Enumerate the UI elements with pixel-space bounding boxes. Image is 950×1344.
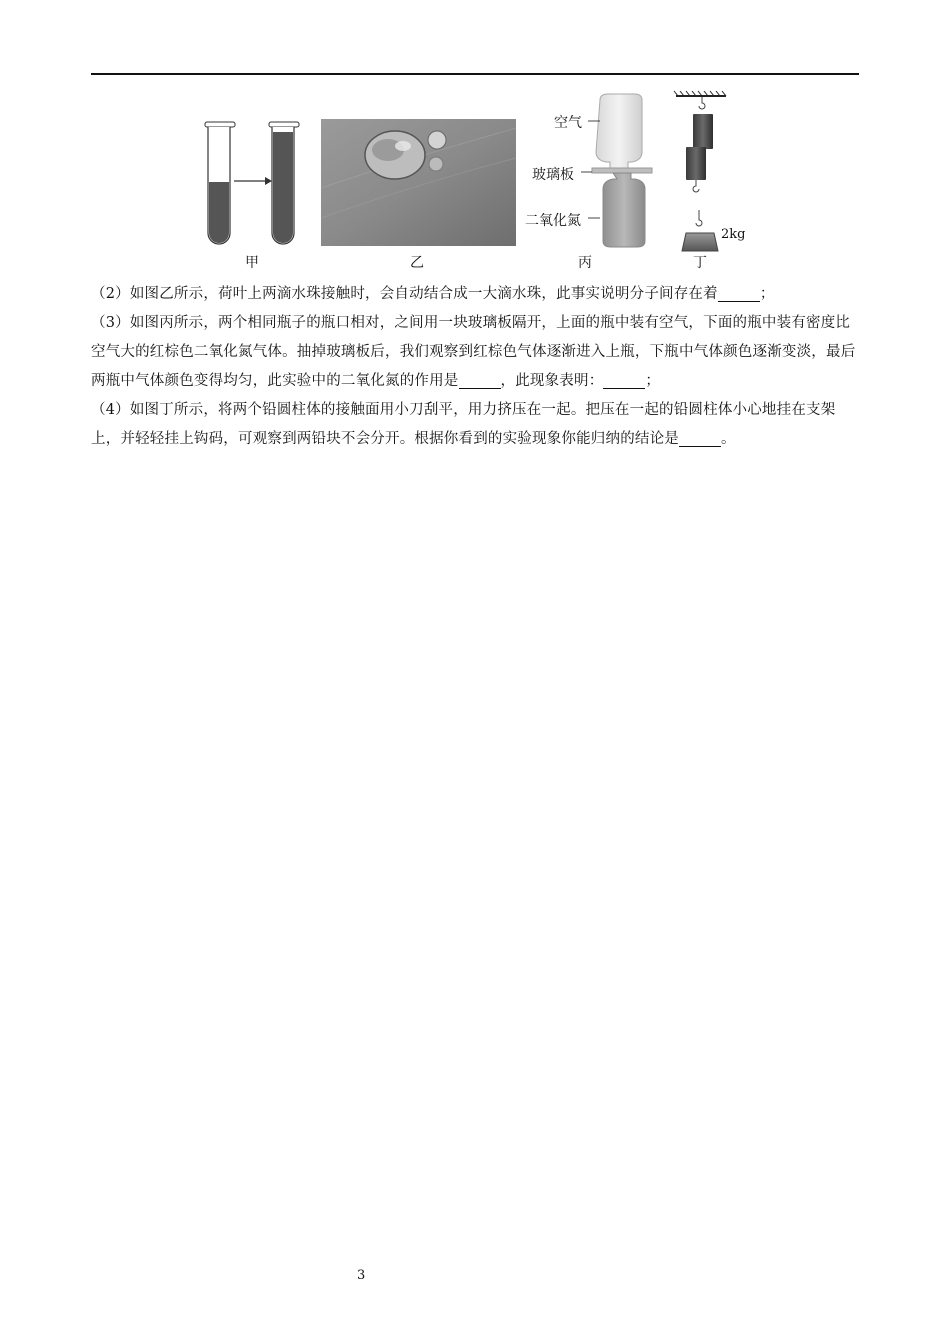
header-rule <box>91 73 859 75</box>
answer-blank[interactable] <box>718 287 760 302</box>
label-air: 空气 <box>554 115 582 131</box>
test-tube-right <box>269 122 299 244</box>
lead-block-bottom <box>686 147 706 180</box>
caption-yi: 乙 <box>410 255 424 271</box>
question-4-text: （4）如图丁所示，将两个铅圆柱体的接触面用小刀刮平，用力挤压在一起。把压在一起的铅圆柱体小心地挂在支架上，并轻轻挂上钩码，可观察到两铅块不会分开。根据你看到的实验现象你能归纳的结论是 <box>91 402 836 447</box>
label-no2: 二氧化氮 <box>525 213 581 229</box>
question-text <box>91 280 861 454</box>
question-3-text: （3）如图丙所示，两个相同瓶子的瓶口相对，之间用一块玻璃板隔开，上面的瓶中装有空气，下面的瓶中装有密度比空气大的红棕色二氧化氮气体。抽掉玻璃板后，我们观察到红棕色气体逐渐进入上瓶，下瓶中气体颜色逐渐变淡，最后两瓶中气体颜色变得均匀，此实验中的二氧化氮的作用是 <box>91 315 856 389</box>
question-3-mid: ，此现象表明： <box>500 373 604 389</box>
answer-blank[interactable] <box>679 432 721 447</box>
page-number: 3 <box>357 1268 366 1283</box>
glass-plate <box>592 168 652 173</box>
weight-2kg <box>682 233 718 251</box>
lead-block-top <box>693 114 713 149</box>
caption-jia: 甲 <box>245 255 259 271</box>
figure-drawings <box>190 88 770 273</box>
question-3 <box>91 309 861 396</box>
caption-ding: 丁 <box>693 255 707 271</box>
caption-bing: 丙 <box>578 255 592 271</box>
bottle-air <box>596 94 642 168</box>
answer-blank[interactable] <box>603 374 645 389</box>
bottle-no2 <box>603 173 645 247</box>
question-4-end: 。 <box>721 431 736 447</box>
answer-blank[interactable] <box>459 374 501 389</box>
label-glass-plate: 玻璃板 <box>532 167 574 183</box>
question-4 <box>91 396 861 454</box>
test-tube-left <box>205 122 235 244</box>
question-2-text: （2）如图乙所示，荷叶上两滴水珠接触时，会自动结合成一大滴水珠，此事实说明分子间存在着 <box>91 286 718 302</box>
support-bar <box>674 91 726 96</box>
question-2-end: ； <box>759 286 775 302</box>
experiment-figure <box>190 88 770 273</box>
lotus-leaf-photo <box>321 119 516 246</box>
question-3-end: ； <box>645 373 661 389</box>
label-weight: 2kg <box>721 227 746 242</box>
question-2 <box>91 280 861 309</box>
arrow <box>234 177 272 185</box>
